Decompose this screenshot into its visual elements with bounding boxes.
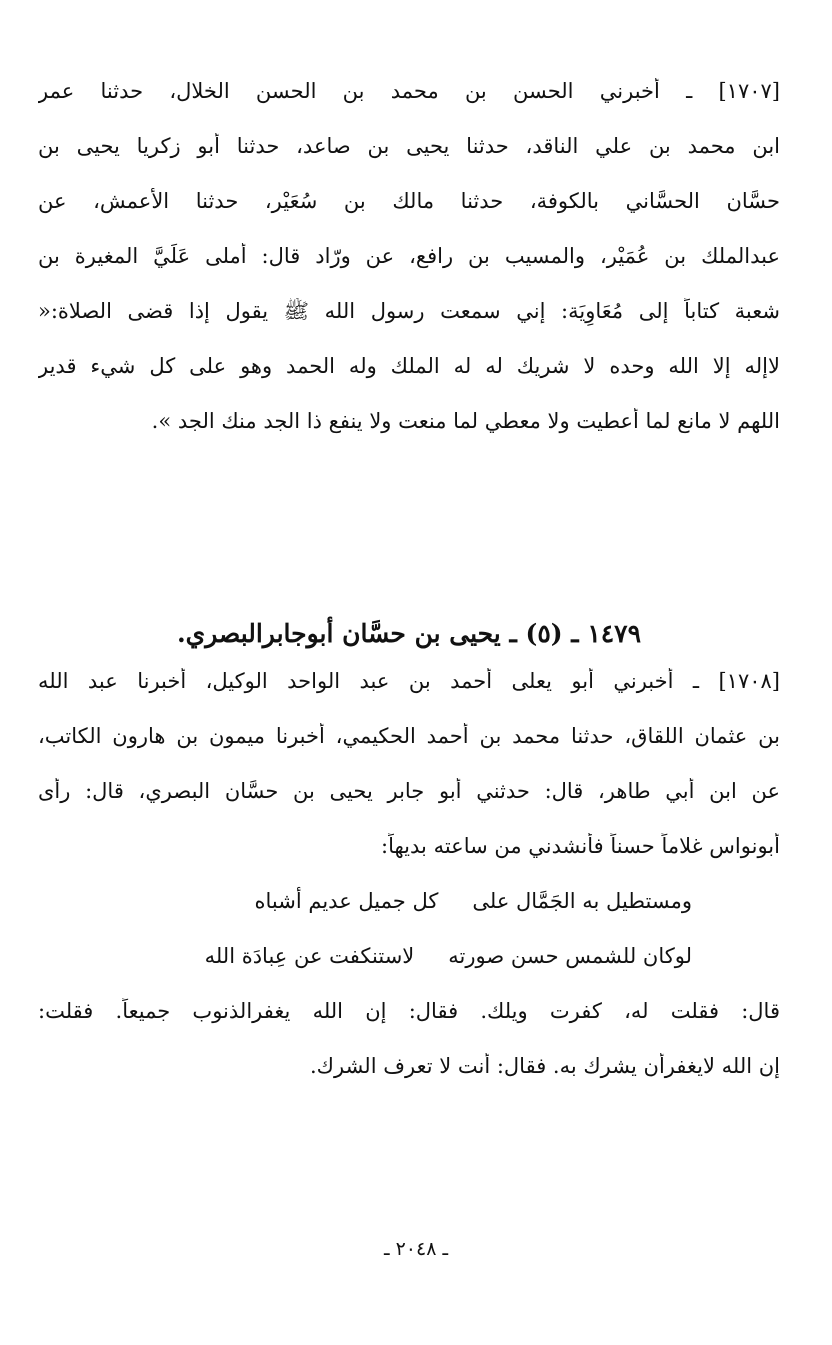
section-heading: ١٤٧٩ ـ (٥) ـ يحيى بن حسَّان أبوجابرالبصري.	[176, 619, 642, 648]
poem-verse	[38, 888, 780, 943]
poem-verse	[38, 943, 780, 998]
text-line: عبدالملك بن عُمَيْر، والمسيب بن رافع، عن ورّاد قال: أملى عَلَيَّ المغيرة بن	[38, 244, 780, 268]
verse-second-hemistich: كل جميل عديم أشباه	[254, 889, 439, 913]
verse-first-hemistich: لوكان للشمس حسن صورته	[448, 944, 692, 968]
page-number: ـ ٢٠٤٨ ـ	[383, 1238, 449, 1260]
text-line: لاإله إلا الله وحده لا شريك له له الملك وله الحمد وهو على كل شيء قدير	[38, 354, 780, 378]
text-line: شعبة كتاباً إلى مُعَاوِيَة: إني سمعت رسول الله ﷺ يقول إذا قضى الصلاة:«	[38, 299, 780, 323]
text-line: حسَّان الحسَّاني بالكوفة، حدثنا مالك بن سُعَيْر، حدثنا الأعمش، عن	[38, 189, 780, 213]
entry-1708	[38, 668, 780, 1108]
text-line: اللهم لا مانع لما أعطيت ولا معطي لما منعت ولا ينفع ذا الجد منك الجد ».	[151, 409, 780, 433]
text-line: قال: فقلت له، كفرت ويلك. فقال: إن الله يغفرالذنوب جميعاً. فقلت:	[38, 999, 780, 1023]
entry-1707	[38, 78, 780, 463]
page-body	[38, 78, 780, 1078]
text-line: [١٧٠٨] ـ أخبرني أبو يعلى أحمد بن عبد الواحد الوكيل، أخبرنا عبد الله	[38, 669, 780, 693]
text-line: ابن محمد بن علي الناقد، حدثنا يحيى بن صاعد، حدثنا أبو زكريا يحيى بن	[38, 134, 780, 158]
text-line: [١٧٠٧] ـ أخبرني الحسن بن محمد بن الحسن الخلال، حدثنا عمر	[38, 79, 780, 103]
text-line: إن الله لايغفرأن يشرك به. فقال: أنت لا تعرف الشرك.	[310, 1054, 780, 1078]
verse-first-hemistich: ومستطيل به الجَمَّال على	[472, 889, 692, 913]
text-line: بن عثمان اللقاق، حدثنا محمد بن أحمد الحكيمي، أخبرنا ميمون بن هارون الكاتب،	[38, 724, 780, 748]
text-line: أبونواس غلاماً حسناً فأنشدني من ساعته بديهاً:	[381, 834, 780, 858]
verse-second-hemistich: لاستنكفت عن عِبادَة الله	[204, 944, 415, 968]
text-line: عن ابن أبي طاهر، قال: حدثني أبو جابر يحيى بن حسَّان البصري، قال: رأى	[38, 779, 780, 803]
